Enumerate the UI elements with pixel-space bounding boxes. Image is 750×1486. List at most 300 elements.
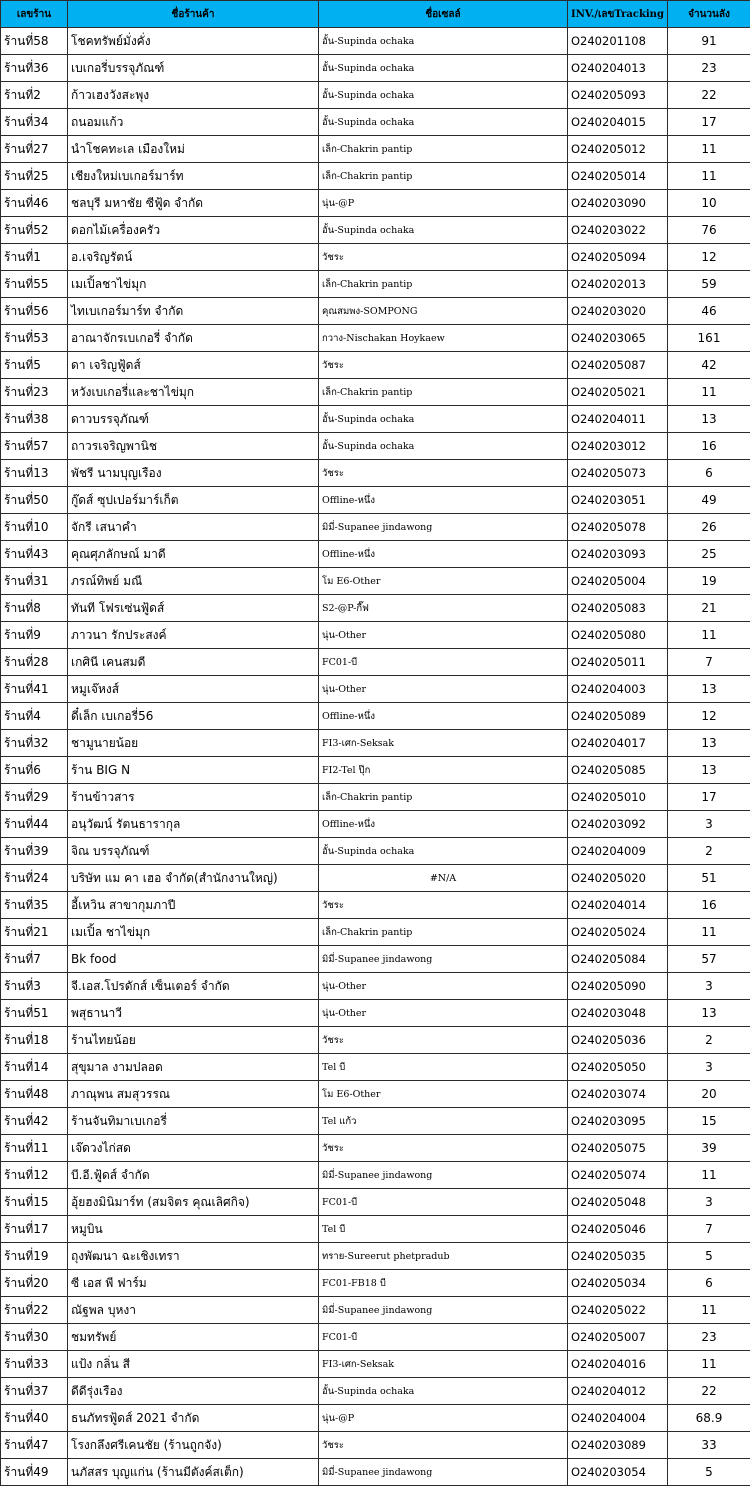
cell-store-name[interactable]: กู๊ดส์ ซุปเปอร์มาร์เก็ต (68, 487, 319, 514)
cell-store-number[interactable]: ร้านที่10 (1, 514, 68, 541)
cell-store-name[interactable]: ชามูนายน้อย (68, 730, 319, 757)
cell-store-number[interactable]: ร้านที่57 (1, 433, 68, 460)
header-row (1, 1, 750, 28)
cell-invoice-tracking[interactable]: O240205083 (568, 595, 668, 622)
cell-invoice-tracking[interactable]: O240205011 (568, 649, 668, 676)
cell-box-count[interactable]: 16 (668, 433, 750, 460)
cell-box-count[interactable]: 2 (668, 838, 750, 865)
cell-store-name[interactable]: ดีดีรุ่งเรือง (68, 1378, 319, 1405)
cell-seller-name[interactable]: Offline-หนึ่ง (319, 487, 568, 514)
cell-invoice-tracking[interactable]: O240204014 (568, 892, 668, 919)
cell-seller-name[interactable]: มิมี่-Supanee jindawong (319, 1162, 568, 1189)
cell-seller-name[interactable]: อั้น-Supinda ochaka (319, 1378, 568, 1405)
cell-box-count[interactable]: 76 (668, 217, 750, 244)
cell-invoice-tracking[interactable]: O240203022 (568, 217, 668, 244)
cell-box-count[interactable]: 11 (668, 163, 750, 190)
cell-store-number[interactable]: ร้านที่53 (1, 325, 68, 352)
cell-invoice-tracking[interactable]: O240205012 (568, 136, 668, 163)
cell-store-name[interactable]: ดอกไม้เครื่องครัว (68, 217, 319, 244)
cell-store-number[interactable]: ร้านที่49 (1, 1459, 68, 1486)
table-row (1, 379, 750, 406)
cell-store-name[interactable]: หวังเบเกอรี่และชาไข่มุก (68, 379, 319, 406)
cell-invoice-tracking[interactable]: O240203074 (568, 1081, 668, 1108)
table-row (1, 1405, 750, 1432)
cell-invoice-tracking[interactable]: O240205020 (568, 865, 668, 892)
cell-store-number[interactable]: ร้านที่9 (1, 622, 68, 649)
cell-store-name[interactable]: ร้านข้าวสาร (68, 784, 319, 811)
cell-box-count[interactable]: 13 (668, 406, 750, 433)
cell-box-count[interactable]: 39 (668, 1135, 750, 1162)
cell-box-count[interactable]: 57 (668, 946, 750, 973)
cell-store-number[interactable]: ร้านที่28 (1, 649, 68, 676)
cell-invoice-tracking[interactable]: O240205084 (568, 946, 668, 973)
cell-invoice-tracking[interactable]: O240203020 (568, 298, 668, 325)
cell-store-name[interactable]: ดาวบรรจุภัณฑ์ (68, 406, 319, 433)
table-body (1, 28, 750, 1486)
cell-store-number[interactable]: ร้านที่29 (1, 784, 68, 811)
cell-seller-name[interactable]: เล็ก-Chakrin pantip (319, 919, 568, 946)
cell-seller-name[interactable]: เล็ก-Chakrin pantip (319, 136, 568, 163)
cell-store-number[interactable]: ร้านที่38 (1, 406, 68, 433)
cell-box-count[interactable]: 21 (668, 595, 750, 622)
cell-store-number[interactable]: ร้านที่22 (1, 1297, 68, 1324)
cell-invoice-tracking[interactable]: O240203051 (568, 487, 668, 514)
cell-box-count[interactable]: 11 (668, 622, 750, 649)
cell-seller-name[interactable]: เล็ก-Chakrin pantip (319, 379, 568, 406)
cell-box-count[interactable]: 59 (668, 271, 750, 298)
cell-store-number[interactable]: ร้านที่13 (1, 460, 68, 487)
cell-seller-name[interactable]: FC01-บี (319, 1324, 568, 1351)
cell-store-number[interactable]: ร้านที่5 (1, 352, 68, 379)
table-row (1, 514, 750, 541)
cell-invoice-tracking[interactable]: O240205004 (568, 568, 668, 595)
cell-invoice-tracking[interactable]: O240205022 (568, 1297, 668, 1324)
cell-seller-name[interactable]: วัชระ (319, 1027, 568, 1054)
cell-box-count[interactable]: 7 (668, 649, 750, 676)
cell-store-number[interactable]: ร้านที่30 (1, 1324, 68, 1351)
cell-seller-name[interactable]: เล็ก-Chakrin pantip (319, 163, 568, 190)
cell-store-number[interactable]: ร้านที่31 (1, 568, 68, 595)
table-row (1, 676, 750, 703)
cell-box-count[interactable]: 3 (668, 973, 750, 1000)
cell-box-count[interactable]: 42 (668, 352, 750, 379)
cell-box-count[interactable]: 33 (668, 1432, 750, 1459)
cell-store-name[interactable]: ชมทรัพย์ (68, 1324, 319, 1351)
cell-store-name[interactable]: อุ้ยฮงมินิมาร์ท (สมจิตร คุณเลิศกิจ) (68, 1189, 319, 1216)
cell-seller-name[interactable]: อั้น-Supinda ochaka (319, 109, 568, 136)
cell-seller-name[interactable]: FI3-เศก-Seksak (319, 1351, 568, 1378)
cell-store-name[interactable]: คุณศุภลักษณ์ มาดี (68, 541, 319, 568)
cell-store-name[interactable]: เมเปิ้ล ชาไข่มุก (68, 919, 319, 946)
table-row (1, 1189, 750, 1216)
cell-box-count[interactable]: 2 (668, 1027, 750, 1054)
cell-box-count[interactable]: 91 (668, 28, 750, 55)
cell-invoice-tracking[interactable]: O240201108 (568, 28, 668, 55)
cell-store-name[interactable]: นภัสสร บุญแก่น (ร้านมีตังค์สเต็ก) (68, 1459, 319, 1486)
cell-seller-name[interactable]: อั้น-Supinda ochaka (319, 82, 568, 109)
cell-invoice-tracking[interactable]: O240205021 (568, 379, 668, 406)
cell-store-name[interactable]: โรงกลึงศรีเคนชัย (ร้านถูกจัง) (68, 1432, 319, 1459)
cell-invoice-tracking[interactable]: O240204013 (568, 55, 668, 82)
cell-box-count[interactable]: 3 (668, 811, 750, 838)
cell-store-name[interactable]: ถาวรเจริญพานิช (68, 433, 319, 460)
cell-store-name[interactable]: Bk food (68, 946, 319, 973)
cell-seller-name[interactable]: นุ่น-@P (319, 190, 568, 217)
cell-box-count[interactable]: 22 (668, 82, 750, 109)
cell-store-number[interactable]: ร้านที่56 (1, 298, 68, 325)
table-row (1, 757, 750, 784)
cell-store-number[interactable]: ร้านที่6 (1, 757, 68, 784)
cell-invoice-tracking[interactable]: O240205087 (568, 352, 668, 379)
table-row (1, 136, 750, 163)
cell-store-name[interactable]: อนุวัฒน์ รัตนธารากุล (68, 811, 319, 838)
cell-seller-name[interactable]: นุ่น-Other (319, 676, 568, 703)
cell-store-number[interactable]: ร้านที่15 (1, 1189, 68, 1216)
cell-invoice-tracking[interactable]: O240205046 (568, 1216, 668, 1243)
cell-store-number[interactable]: ร้านที่17 (1, 1216, 68, 1243)
cell-store-name[interactable]: โชคทรัพย์มั่งคั่ง (68, 28, 319, 55)
cell-store-name[interactable]: หมูบิน (68, 1216, 319, 1243)
cell-invoice-tracking[interactable]: O240204004 (568, 1405, 668, 1432)
table-row (1, 1297, 750, 1324)
header-seller-name[interactable]: ชื่อเซลล์ (319, 1, 568, 28)
cell-seller-name[interactable]: อั้น-Supinda ochaka (319, 433, 568, 460)
cell-invoice-tracking[interactable]: O240203048 (568, 1000, 668, 1027)
cell-store-name[interactable]: ดี๋เล็ก เบเกอรี่56 (68, 703, 319, 730)
cell-box-count[interactable]: 68.9 (668, 1405, 750, 1432)
cell-box-count[interactable]: 13 (668, 1000, 750, 1027)
cell-invoice-tracking[interactable]: O240205014 (568, 163, 668, 190)
cell-invoice-tracking[interactable]: O240205050 (568, 1054, 668, 1081)
cell-seller-name[interactable]: อั้น-Supinda ochaka (319, 55, 568, 82)
cell-seller-name[interactable]: เล็ก-Chakrin pantip (319, 784, 568, 811)
cell-seller-name[interactable]: มิมี่-Supanee jindawong (319, 1297, 568, 1324)
cell-invoice-tracking[interactable]: O240205024 (568, 919, 668, 946)
cell-store-name[interactable]: ทันที โฟรเซ่นฟู้ดส์ (68, 595, 319, 622)
cell-store-number[interactable]: ร้านที่20 (1, 1270, 68, 1297)
cell-seller-name[interactable]: FI2-Tel ปุ๊ก (319, 757, 568, 784)
cell-invoice-tracking[interactable]: O240205034 (568, 1270, 668, 1297)
cell-store-name[interactable]: จักรี เสนาคำ (68, 514, 319, 541)
cell-box-count[interactable]: 23 (668, 55, 750, 82)
cell-invoice-tracking[interactable]: O240203093 (568, 541, 668, 568)
cell-store-name[interactable]: ร้านไทยน้อย (68, 1027, 319, 1054)
cell-store-name[interactable]: เกศินี เคนสมดี (68, 649, 319, 676)
table-row (1, 28, 750, 55)
cell-store-number[interactable]: ร้านที่35 (1, 892, 68, 919)
cell-seller-name[interactable]: ทราย-Sureerut phetpradub (319, 1243, 568, 1270)
cell-box-count[interactable]: 6 (668, 460, 750, 487)
table-row (1, 244, 750, 271)
cell-seller-name[interactable]: นุ่น-Other (319, 1000, 568, 1027)
cell-store-number[interactable]: ร้านที่46 (1, 190, 68, 217)
cell-invoice-tracking[interactable]: O240203012 (568, 433, 668, 460)
cell-store-name[interactable]: ภรณ์ทิพย์ มณี (68, 568, 319, 595)
cell-seller-name[interactable]: วัชระ (319, 1135, 568, 1162)
cell-seller-name[interactable]: กวาง-Nischakan Hoykaew (319, 325, 568, 352)
cell-invoice-tracking[interactable]: O240205035 (568, 1243, 668, 1270)
cell-box-count[interactable]: 51 (668, 865, 750, 892)
header-store-name[interactable]: ชื่อร้านค้า (68, 1, 319, 28)
cell-box-count[interactable]: 5 (668, 1459, 750, 1486)
cell-seller-name[interactable]: Tel บี (319, 1216, 568, 1243)
cell-box-count[interactable]: 11 (668, 136, 750, 163)
cell-invoice-tracking[interactable]: O240204017 (568, 730, 668, 757)
cell-seller-name[interactable]: วัชระ (319, 1432, 568, 1459)
table-row (1, 784, 750, 811)
cell-store-name[interactable]: ดา เจริญฟู้ดส์ (68, 352, 319, 379)
cell-seller-name[interactable]: อั้น-Supinda ochaka (319, 406, 568, 433)
cell-invoice-tracking[interactable]: O240205010 (568, 784, 668, 811)
cell-store-name[interactable]: ก้าวเฮงวังสะพุง (68, 82, 319, 109)
cell-box-count[interactable]: 22 (668, 1378, 750, 1405)
cell-store-number[interactable]: ร้านที่2 (1, 82, 68, 109)
cell-store-number[interactable]: ร้านที่41 (1, 676, 68, 703)
cell-store-name[interactable]: หมูเจ๊หงส์ (68, 676, 319, 703)
cell-store-name[interactable]: ถนอมแก้ว (68, 109, 319, 136)
cell-invoice-tracking[interactable]: O240205048 (568, 1189, 668, 1216)
cell-store-number[interactable]: ร้านที่25 (1, 163, 68, 190)
cell-invoice-tracking[interactable]: O240205085 (568, 757, 668, 784)
cell-box-count[interactable]: 13 (668, 757, 750, 784)
cell-store-number[interactable]: ร้านที่52 (1, 217, 68, 244)
cell-invoice-tracking[interactable]: O240205089 (568, 703, 668, 730)
cell-box-count[interactable]: 13 (668, 730, 750, 757)
cell-store-name[interactable]: พัชรี นามบุญเรือง (68, 460, 319, 487)
cell-box-count[interactable]: 46 (668, 298, 750, 325)
cell-box-count[interactable]: 3 (668, 1189, 750, 1216)
cell-store-number[interactable]: ร้านที่12 (1, 1162, 68, 1189)
cell-store-name[interactable]: อ.เจริญรัตน์ (68, 244, 319, 271)
cell-store-name[interactable]: ภาณุพน สมสุวรรณ (68, 1081, 319, 1108)
cell-store-number[interactable]: ร้านที่19 (1, 1243, 68, 1270)
cell-seller-name[interactable]: มิมี่-Supanee jindawong (319, 514, 568, 541)
cell-invoice-tracking[interactable]: O240205093 (568, 82, 668, 109)
cell-store-name[interactable]: พสุธานาวี (68, 1000, 319, 1027)
cell-store-name[interactable]: ณัฐพล บุหงา (68, 1297, 319, 1324)
cell-invoice-tracking[interactable]: O240203089 (568, 1432, 668, 1459)
cell-seller-name[interactable]: โม E6-Other (319, 1081, 568, 1108)
cell-box-count[interactable]: 16 (668, 892, 750, 919)
cell-store-name[interactable]: ชลบุรี มหาชัย ซีฟู้ด จำกัด (68, 190, 319, 217)
cell-seller-name[interactable]: วัชระ (319, 244, 568, 271)
table-row (1, 487, 750, 514)
cell-box-count[interactable]: 23 (668, 1324, 750, 1351)
cell-invoice-tracking[interactable]: O240204003 (568, 676, 668, 703)
cell-store-number[interactable]: ร้านที่40 (1, 1405, 68, 1432)
cell-invoice-tracking[interactable]: O240203065 (568, 325, 668, 352)
cell-invoice-tracking[interactable]: O240205080 (568, 622, 668, 649)
cell-seller-name[interactable]: FC01-FB18 บี (319, 1270, 568, 1297)
cell-store-number[interactable]: ร้านที่51 (1, 1000, 68, 1027)
table-row (1, 1108, 750, 1135)
cell-store-name[interactable]: ร้านจันทิมาเบเกอรี่ (68, 1108, 319, 1135)
cell-box-count[interactable]: 10 (668, 190, 750, 217)
cell-box-count[interactable]: 20 (668, 1081, 750, 1108)
cell-box-count[interactable]: 19 (668, 568, 750, 595)
cell-store-number[interactable]: ร้านที่48 (1, 1081, 68, 1108)
cell-seller-name[interactable]: FC01-บี (319, 649, 568, 676)
cell-seller-name[interactable]: Offline-หนึ่ง (319, 703, 568, 730)
cell-seller-name[interactable]: อั้น-Supinda ochaka (319, 217, 568, 244)
cell-store-name[interactable]: จี.เอส.โปรดักส์ เซ็นเตอร์ จำกัด (68, 973, 319, 1000)
cell-box-count[interactable]: 161 (668, 325, 750, 352)
cell-seller-name[interactable]: มิมี่-Supanee jindawong (319, 1459, 568, 1486)
cell-box-count[interactable]: 15 (668, 1108, 750, 1135)
cell-seller-name[interactable]: อั้น-Supinda ochaka (319, 838, 568, 865)
cell-seller-name[interactable]: เล็ก-Chakrin pantip (319, 271, 568, 298)
cell-store-name[interactable]: สุขุมาล งามปลอด (68, 1054, 319, 1081)
cell-invoice-tracking[interactable]: O240202013 (568, 271, 668, 298)
cell-seller-name[interactable]: Offline-หนึ่ง (319, 541, 568, 568)
cell-seller-name[interactable]: โม E6-Other (319, 568, 568, 595)
cell-seller-name[interactable]: วัชระ (319, 460, 568, 487)
cell-box-count[interactable]: 17 (668, 109, 750, 136)
cell-invoice-tracking[interactable]: O240205074 (568, 1162, 668, 1189)
table-row (1, 1000, 750, 1027)
cell-seller-name[interactable]: FC01-บี (319, 1189, 568, 1216)
cell-seller-name[interactable]: FI3-เศก-Seksak (319, 730, 568, 757)
cell-store-name[interactable]: บริษัท แม คา เฮอ จำกัด(สำนักงานใหญ่) (68, 865, 319, 892)
cell-store-number[interactable]: ร้านที่37 (1, 1378, 68, 1405)
cell-store-number[interactable]: ร้านที่21 (1, 919, 68, 946)
cell-box-count[interactable]: 25 (668, 541, 750, 568)
table-row (1, 271, 750, 298)
cell-seller-name[interactable]: Tel แก้ว (319, 1108, 568, 1135)
cell-box-count[interactable]: 17 (668, 784, 750, 811)
cell-seller-name[interactable]: นุ่น-Other (319, 622, 568, 649)
cell-box-count[interactable]: 11 (668, 1162, 750, 1189)
cell-store-number[interactable]: ร้านที่58 (1, 28, 68, 55)
cell-invoice-tracking[interactable]: O240204012 (568, 1378, 668, 1405)
cell-box-count[interactable]: 11 (668, 919, 750, 946)
cell-store-number[interactable]: ร้านที่1 (1, 244, 68, 271)
cell-store-number[interactable]: ร้านที่18 (1, 1027, 68, 1054)
cell-box-count[interactable]: 11 (668, 1297, 750, 1324)
cell-store-name[interactable]: ร้าน BIG N (68, 757, 319, 784)
cell-invoice-tracking[interactable]: O240205078 (568, 514, 668, 541)
cell-invoice-tracking[interactable]: O240205007 (568, 1324, 668, 1351)
cell-store-number[interactable]: ร้านที่4 (1, 703, 68, 730)
cell-store-number[interactable]: ร้านที่7 (1, 946, 68, 973)
cell-store-number[interactable]: ร้านที่24 (1, 865, 68, 892)
cell-store-name[interactable]: เมเปิ้ลชาไข่มุก (68, 271, 319, 298)
cell-seller-name[interactable]: Tel บี (319, 1054, 568, 1081)
cell-box-count[interactable]: 12 (668, 244, 750, 271)
cell-store-name[interactable]: เชียงใหม่เบเกอร์มาร์ท (68, 163, 319, 190)
cell-seller-name[interactable]: S2-@P-กี๊ฟ (319, 595, 568, 622)
cell-store-number[interactable]: ร้านที่33 (1, 1351, 68, 1378)
cell-invoice-tracking[interactable]: O240204016 (568, 1351, 668, 1378)
cell-seller-name[interactable]: วัชระ (319, 352, 568, 379)
table-row (1, 1135, 750, 1162)
cell-store-number[interactable]: ร้านที่42 (1, 1108, 68, 1135)
cell-invoice-tracking[interactable]: O240205073 (568, 460, 668, 487)
table-row (1, 1459, 750, 1486)
table-row (1, 163, 750, 190)
cell-store-number[interactable]: ร้านที่50 (1, 487, 68, 514)
cell-store-number[interactable]: ร้านที่27 (1, 136, 68, 163)
cell-seller-name[interactable]: คุณสมพง-SOMPONG (319, 298, 568, 325)
cell-store-number[interactable]: ร้านที่43 (1, 541, 68, 568)
cell-invoice-tracking[interactable]: O240204009 (568, 838, 668, 865)
cell-box-count[interactable]: 6 (668, 1270, 750, 1297)
cell-seller-name[interactable]: อั้น-Supinda ochaka (319, 28, 568, 55)
cell-store-name[interactable]: ถุงพัฒนา ฉะเชิงเทรา (68, 1243, 319, 1270)
table-row (1, 568, 750, 595)
cell-invoice-tracking[interactable]: O240204015 (568, 109, 668, 136)
cell-invoice-tracking[interactable]: O240203095 (568, 1108, 668, 1135)
cell-store-name[interactable]: ไทเบเกอร์มาร์ท จำกัด (68, 298, 319, 325)
cell-invoice-tracking[interactable]: O240204011 (568, 406, 668, 433)
cell-store-number[interactable]: ร้านที่23 (1, 379, 68, 406)
table-row (1, 352, 750, 379)
cell-box-count[interactable]: 11 (668, 1351, 750, 1378)
cell-store-name[interactable]: ซี เอส พี ฟาร์ม (68, 1270, 319, 1297)
cell-store-name[interactable]: จิณ บรรจุภัณฑ์ (68, 838, 319, 865)
cell-store-number[interactable]: ร้านที่39 (1, 838, 68, 865)
cell-invoice-tracking[interactable]: O240203054 (568, 1459, 668, 1486)
cell-store-number[interactable]: ร้านที่34 (1, 109, 68, 136)
cell-box-count[interactable]: 12 (668, 703, 750, 730)
cell-invoice-tracking[interactable]: O240203090 (568, 190, 668, 217)
header-box-count[interactable]: จำนวนลัง (668, 1, 750, 28)
cell-store-name[interactable]: แป้ง กลิ่น สี (68, 1351, 319, 1378)
cell-seller-name[interactable]: #N/A (319, 865, 568, 892)
table-row (1, 109, 750, 136)
cell-invoice-tracking[interactable]: O240203092 (568, 811, 668, 838)
cell-store-name[interactable]: บี.อี.ฟู้ดส์ จำกัด (68, 1162, 319, 1189)
cell-box-count[interactable]: 11 (668, 379, 750, 406)
header-invoice-tracking[interactable]: INV./เลขTracking (568, 1, 668, 28)
cell-store-name[interactable]: นำโชคทะเล เมืองใหม่ (68, 136, 319, 163)
table-row (1, 541, 750, 568)
cell-box-count[interactable]: 49 (668, 487, 750, 514)
cell-store-name[interactable]: เบเกอรี่บรรจุภัณฑ์ (68, 55, 319, 82)
cell-seller-name[interactable]: นุ่น-@P (319, 1405, 568, 1432)
cell-box-count[interactable]: 5 (668, 1243, 750, 1270)
cell-seller-name[interactable]: วัชระ (319, 892, 568, 919)
cell-store-number[interactable]: ร้านที่36 (1, 55, 68, 82)
cell-seller-name[interactable]: นุ่น-Other (319, 973, 568, 1000)
cell-store-number[interactable]: ร้านที่44 (1, 811, 68, 838)
cell-invoice-tracking[interactable]: O240205036 (568, 1027, 668, 1054)
cell-store-name[interactable]: อาณาจักรเบเกอรี่ จำกัด (68, 325, 319, 352)
cell-store-name[interactable]: เจ๊ดวงไก่สด (68, 1135, 319, 1162)
cell-invoice-tracking[interactable]: O240205075 (568, 1135, 668, 1162)
cell-store-number[interactable]: ร้านที่3 (1, 973, 68, 1000)
cell-store-name[interactable]: ธนภัทรฟู้ดส์ 2021 จำกัด (68, 1405, 319, 1432)
cell-store-name[interactable]: อี้เหวิน สาขากุมภาปี (68, 892, 319, 919)
table-row (1, 55, 750, 82)
cell-store-name[interactable]: ภาวนา รักประสงค์ (68, 622, 319, 649)
cell-box-count[interactable]: 7 (668, 1216, 750, 1243)
cell-store-number[interactable]: ร้านที่47 (1, 1432, 68, 1459)
cell-store-number[interactable]: ร้านที่14 (1, 1054, 68, 1081)
cell-invoice-tracking[interactable]: O240205090 (568, 973, 668, 1000)
cell-store-number[interactable]: ร้านที่8 (1, 595, 68, 622)
cell-store-number[interactable]: ร้านที่11 (1, 1135, 68, 1162)
cell-box-count[interactable]: 3 (668, 1054, 750, 1081)
cell-seller-name[interactable]: มิมี่-Supanee jindawong (319, 946, 568, 973)
header-store-number[interactable]: เลขร้าน (1, 1, 68, 28)
cell-seller-name[interactable]: Offline-หนึ่ง (319, 811, 568, 838)
cell-box-count[interactable]: 13 (668, 676, 750, 703)
cell-store-number[interactable]: ร้านที่55 (1, 271, 68, 298)
cell-invoice-tracking[interactable]: O240205094 (568, 244, 668, 271)
cell-store-number[interactable]: ร้านที่32 (1, 730, 68, 757)
cell-box-count[interactable]: 26 (668, 514, 750, 541)
